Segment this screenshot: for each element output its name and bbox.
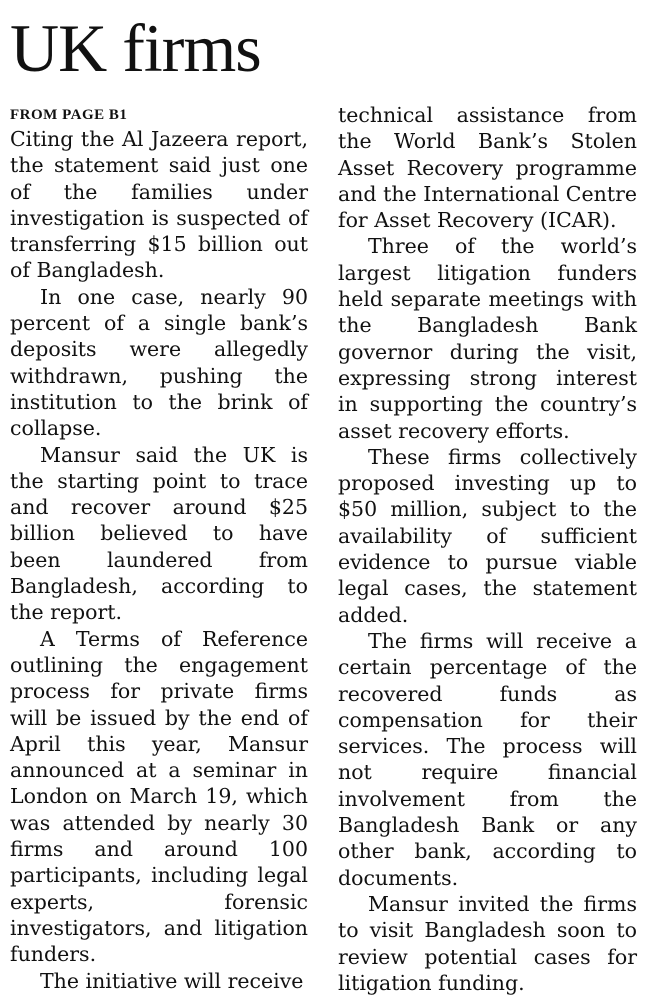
left-column: [10, 102, 308, 994]
paragraph: These firms collectively proposed investing up to $50 million, subject to the availability of sufficient evidence to pursue viable legal cases, the statement added.: [338, 444, 637, 627]
paragraph: Citing the Al Jazeera report, the statement said just one of the families under investigation is suspected of transferring $15 billion out of Bangladesh.: [10, 127, 308, 283]
kicker-from-page: FROM PAGE B1: [10, 107, 128, 123]
paragraph-continued: technical assistance from the World Bank’s Stolen Asset Recovery programme and the International Centre for Asset Recovery (ICAR).: [338, 103, 637, 233]
paragraph: Three of the world’s largest litigation funders held separate meetings with the Bangladesh Bank governor during the visit, expressing strong interest in supporting the country’s asset recovery efforts.: [338, 234, 637, 443]
paragraph: In one case, nearly 90 percent of a single bank’s deposits were allegedly withdrawn, pushing the institution to the brink of collapse.: [10, 284, 308, 441]
headline: UK firms: [10, 10, 261, 86]
paragraph: Mansur said the UK is the starting point to trace and recover around $25 billion believed to have been laundered from Bangladesh, according to the report.: [10, 442, 308, 625]
right-column: [338, 102, 637, 996]
paragraph: The firms will receive a certain percentage of the recovered funds as compensation for their services. The process will not require financial involvement from the Bangladesh Bank or any other bank, according to documents.: [338, 628, 637, 890]
paragraph: A Terms of Reference outlining the engagement process for private firms will be issued by the end of April this year, Mansur announced at a seminar in London on March 19, which was attended by nearly 30 firms and around 100 participants, including legal experts, forensic investigators, and litigation funders.: [10, 626, 308, 967]
paragraph: Mansur invited the firms to visit Bangladesh soon to review potential cases for litigation funding.: [338, 891, 637, 995]
paragraph: The initiative will receive: [40, 968, 304, 993]
